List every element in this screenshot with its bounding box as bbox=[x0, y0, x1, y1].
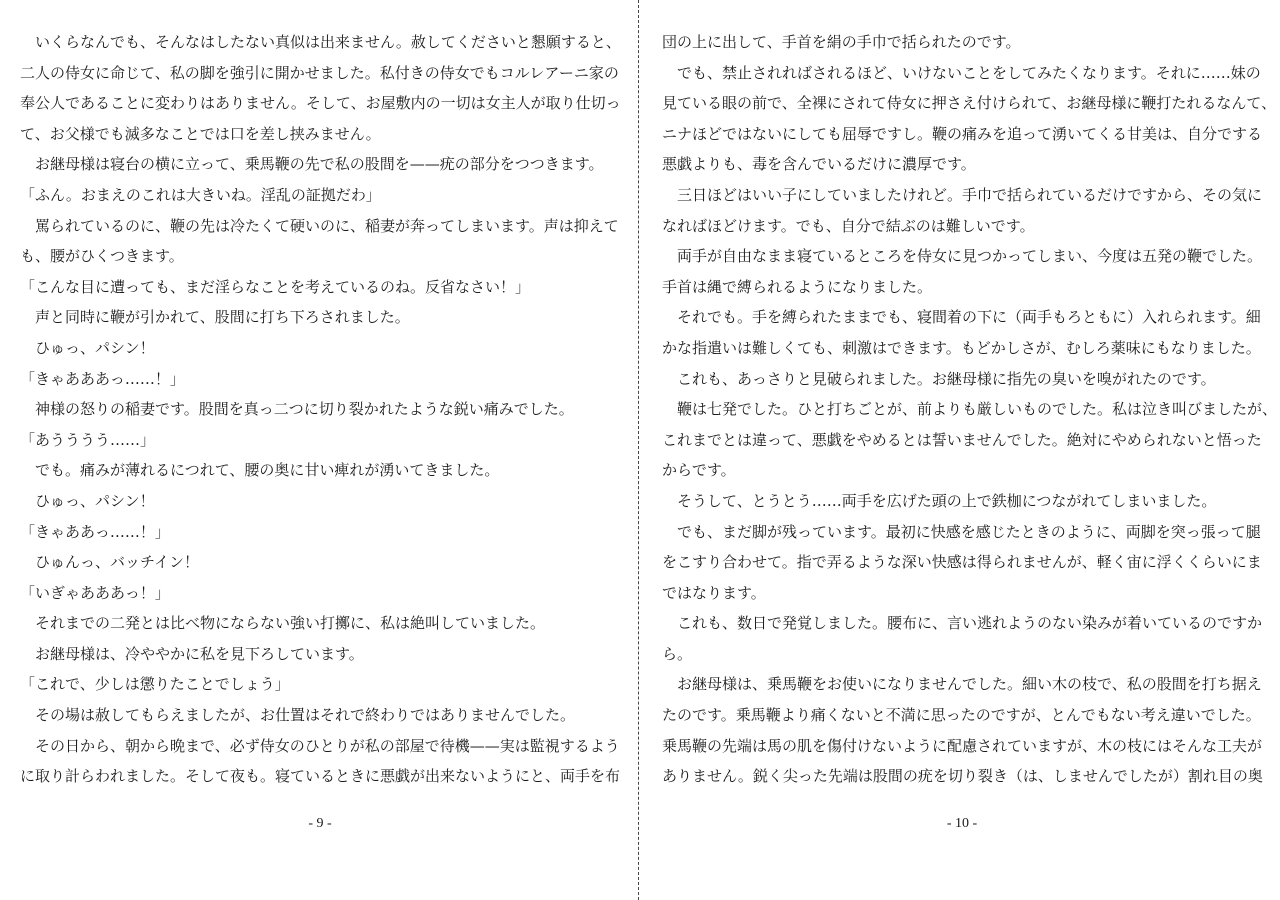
text-line: 悪戯よりも、毒を含んでいるだけに濃厚です。 bbox=[662, 155, 976, 174]
text-line: 「きゃあああっ……！」 bbox=[20, 369, 185, 388]
text-line: かな指遣いは難しくても、刺激はできます。もどかしさが、むしろ薬味にもなりました。 bbox=[662, 338, 1261, 357]
text-line: たのです。乗馬鞭より痛くないと不満に思ったのですが、とんでもない考え違いでした。 bbox=[662, 706, 1261, 725]
text-line: 声と同時に鞭が引かれて、股間に打ち下ろされました。 bbox=[20, 308, 410, 327]
text-line: に取り計らわれました。そして夜も。寝ているときに悪戯が出来ないようにと、両手を布 bbox=[20, 767, 621, 786]
text-line: 罵られているのに、鞭の先は冷たくて硬いのに、稲妻が奔ってしまいます。声は抑えて bbox=[20, 216, 619, 235]
text-line: これも、あっさりと見破られました。お継母様に指先の臭いを嗅がれたのです。 bbox=[662, 369, 1216, 388]
text-line: 団の上に出して、手首を絹の手巾で括られたのです。 bbox=[662, 33, 1021, 51]
page-divider bbox=[638, 0, 639, 900]
text-line: でも。痛みが薄れるにつれて、腰の奥に甘い痺れが湧いてきました。 bbox=[20, 461, 500, 480]
text-line: からです。 bbox=[662, 461, 736, 480]
text-line: ひゅっ、パシン！ bbox=[20, 338, 155, 357]
text-line: これまでとは違って、悪戯をやめるとは誓いませんでした。絶対にやめられないと悟った bbox=[662, 430, 1262, 449]
text-line: をこすり合わせて。指で弄るような深い快感は得られませんが、軽く宙に浮くくらいにま bbox=[662, 553, 1262, 572]
text-line: 両手が自由なまま寝ているところを侍女に見つかってしまい、今度は五発の鞭でした。 bbox=[662, 247, 1263, 266]
text-line: ひゅっ、パシン！ bbox=[20, 491, 155, 510]
text-line: 「いぎゃあああっ！」 bbox=[20, 583, 170, 602]
text-line: なればほどけます。でも、自分で結ぶのは難しいです。 bbox=[662, 216, 1035, 235]
text-line: でも、まだ脚が残っています。最初に快感を感じたときのように、両脚を突っ張って腿 bbox=[662, 522, 1261, 541]
text-line: 乗馬鞭の先端は馬の肌を傷付けないように配慮されていますが、木の枝にはそんな工夫が bbox=[662, 736, 1263, 755]
text-line: ありません。鋭く尖った先端は股間の疣を切り裂き（は、しませんでしたが）割れ目の奥 bbox=[662, 767, 1263, 786]
page-number-10: - 10 - bbox=[946, 816, 978, 831]
text-line: それでも。手を縛られたままでも、寝間着の下に（両手もろともに）入れられます。細 bbox=[662, 308, 1261, 327]
text-line: その日から、朝から晩まで、必ず侍女のひとりが私の部屋で待機——実は監視するよう bbox=[20, 736, 620, 755]
text-line: も、腰がひくつきます。 bbox=[20, 247, 184, 266]
text-line: 手首は縄で縛られるようになりました。 bbox=[662, 277, 933, 296]
text-line: 三日ほどはいい子にしていましたけれど。手巾で括られているだけですから、その気に bbox=[662, 185, 1263, 204]
text-line: 「あうううう……」 bbox=[20, 430, 156, 449]
text-line: 「ふん。おまえのこれは大きいね。淫乱の証拠だわ」 bbox=[20, 185, 381, 204]
text-line: 「これで、少しは懲りたことでしょう」 bbox=[20, 675, 290, 694]
text-line: 神様の怒りの稲妻です。股間を真っ二つに切り裂かれたような鋭い痛みでした。 bbox=[20, 400, 574, 419]
text-line: お継母様は寝台の横に立って、乗馬鞭の先で私の股間を——疣の部分をつつきます。 bbox=[20, 155, 604, 174]
right-page bbox=[662, 0, 1280, 900]
text-line: 「きゃああっ……！」 bbox=[20, 522, 170, 541]
text-line: これも、数日で発覚しました。腰布に、言い逃れようのない染みが着いているのですか bbox=[662, 614, 1263, 633]
left-page-text bbox=[20, 30, 640, 795]
left-page bbox=[20, 0, 640, 900]
text-line: いくらなんでも、そんなはしたない真似は出来ません。赦してくださいと懇願すると、 bbox=[20, 33, 621, 51]
text-line: ひゅんっ、バッチイン！ bbox=[20, 553, 199, 572]
text-line: その場は赦してもらえましたが、お仕置はそれで終わりではありませんでした。 bbox=[20, 706, 576, 725]
text-line: 見ている眼の前で、全裸にされて侍女に押さえ付けられて、お継母様に鞭打たれるなんて、 bbox=[662, 94, 1277, 113]
text-line: 鞭は七発でした。ひと打ちごとが、前よりも厳しいものでした。私は泣き叫びましたが、 bbox=[662, 400, 1278, 419]
text-line: お継母様は、冷ややかに私を見下ろしています。 bbox=[20, 644, 364, 663]
text-line: 二人の侍女に命じて、私の脚を強引に開かせました。私付きの侍女でもコルレアーニ家の bbox=[20, 63, 619, 82]
text-line: 「こんな目に遭っても、まだ淫らなことを考えているのね。反省なさい！」 bbox=[20, 277, 531, 296]
page-number-9: - 9 - bbox=[308, 816, 332, 831]
text-line: でも、禁止されればされるほど、いけないことをしてみたくなります。それに……妹の bbox=[662, 63, 1261, 82]
text-line: ではなります。 bbox=[662, 583, 766, 602]
text-line: それまでの二発とは比べ物にならない強い打擲に、私は絶叫していました。 bbox=[20, 614, 546, 633]
right-page-text bbox=[662, 30, 1280, 795]
text-line: そうして、とうとう……両手を広げた頭の上で鉄枷につながれてしまいました。 bbox=[662, 491, 1217, 510]
text-line: ニナほどではないにしても屈辱ですし。鞭の痛みを追って湧いてくる甘美は、自分でする bbox=[662, 124, 1263, 143]
text-line: て、お父様でも滅多なことでは口を差し挟みません。 bbox=[20, 124, 381, 143]
text-line: 奉公人であることに変わりはありません。そして、お屋敷内の一切は女主人が取り仕切っ bbox=[20, 94, 621, 113]
text-line: お継母様は、乗馬鞭をお使いになりませんでした。細い木の枝で、私の股間を打ち据え bbox=[662, 675, 1262, 694]
text-line: ら。 bbox=[662, 644, 693, 663]
